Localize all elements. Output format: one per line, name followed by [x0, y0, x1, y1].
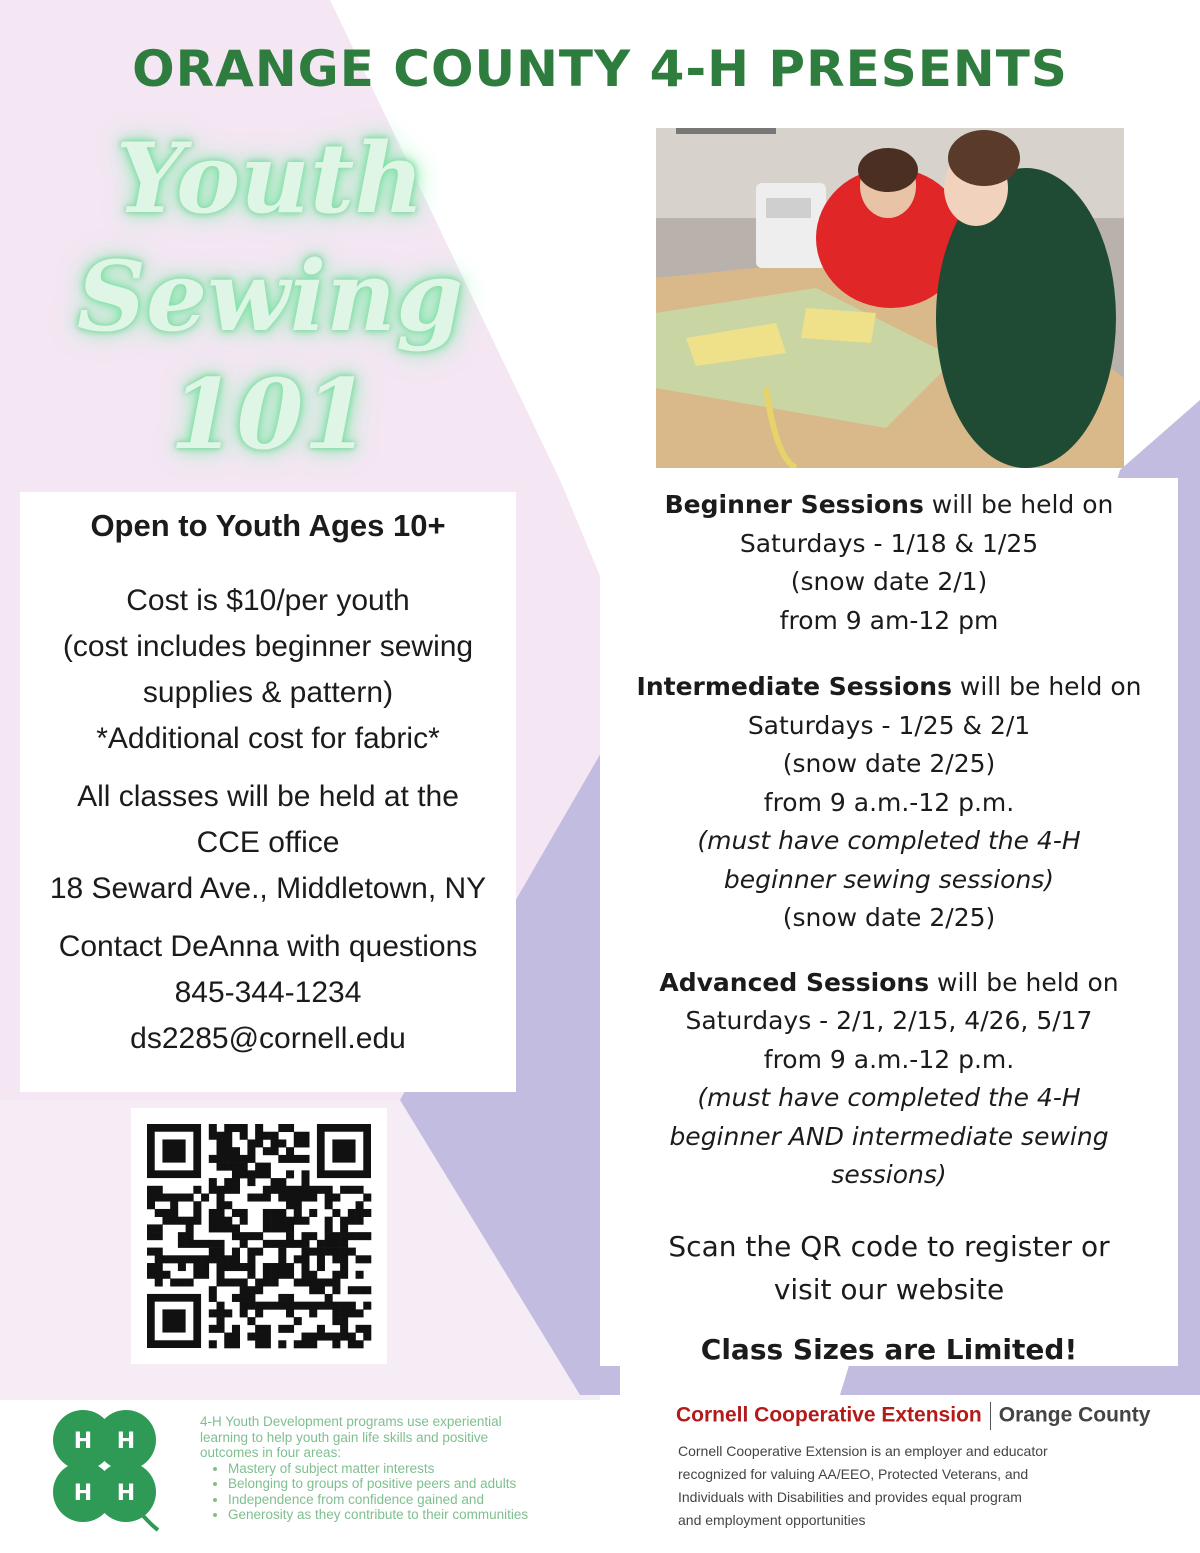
email-link[interactable]: ds2285@cornell.edu [130, 1022, 406, 1055]
logo-divider [990, 1402, 991, 1430]
list-item: • Independence from confidence gained and [228, 1492, 630, 1508]
cost-detail: supplies & pattern) [142, 676, 394, 709]
cost-detail: (cost includes beginner sewing [62, 630, 474, 663]
advanced-requirement: (must have completed the 4-H [697, 1083, 1081, 1112]
age-requirement: Open to Youth Ages 10+ [90, 508, 446, 543]
eeo-line: Individuals with Disabilities and provides equal program [678, 1489, 1022, 1505]
svg-text:H: H [116, 1429, 136, 1454]
beginner-time: from 9 am-12 pm [779, 605, 999, 635]
location-text: CCE office [196, 826, 340, 859]
svg-text:H: H [73, 1481, 93, 1506]
footer-intro: 4-H Youth Development programs use experiential [200, 1414, 502, 1429]
cce-name: Cornell Cooperative Extension [676, 1403, 982, 1427]
event-title-line1: Youth [115, 122, 425, 235]
svg-text:H: H [73, 1429, 93, 1454]
footer-4h-description [200, 1414, 630, 1523]
intermediate-label: Intermediate Sessions [636, 672, 952, 701]
intermediate-requirement: beginner sewing sessions) [723, 864, 1055, 894]
advanced-time: from 9 a.m.-12 p.m. [763, 1044, 1015, 1074]
intermediate-snow-date: (snow date 2/25) [782, 749, 996, 778]
event-title [60, 120, 480, 474]
beginner-suffix: will be held on [923, 490, 1114, 519]
advanced-dates: Saturdays - 2/1, 2/15, 4/26, 5/17 [685, 1006, 1093, 1035]
sewing-photo [656, 128, 1124, 468]
qr-code-icon[interactable] [131, 1108, 387, 1364]
beginner-snow-date: (snow date 2/1) [790, 567, 988, 596]
advanced-requirement: beginner AND intermediate sewing [669, 1121, 1109, 1151]
list-item: • Generosity as they contribute to their communities [228, 1507, 630, 1523]
intermediate-section [600, 668, 1178, 938]
phone-number: 845-344-1234 [174, 976, 362, 1009]
page-title: ORANGE COUNTY 4-H PRESENTS [132, 40, 1068, 98]
register-text [600, 1225, 1178, 1311]
register-line: Scan the QR code to register or [668, 1229, 1110, 1263]
beginner-label: Beginner Sessions [664, 490, 924, 519]
event-title-line2: Sewing [76, 240, 464, 353]
eeo-line: Cornell Cooperative Extension is an employer and educator [678, 1443, 1048, 1459]
address: 18 Seward Ave., Middletown, NY [49, 872, 487, 905]
intermediate-snow-date-2: (snow date 2/25) [782, 903, 996, 932]
outcome-list [200, 1461, 630, 1523]
contact-text: Contact DeAnna with questions [58, 930, 478, 963]
intermediate-requirement: (must have completed the 4-H [697, 826, 1081, 855]
list-item: • Belonging to groups of positive peers and adults [228, 1476, 630, 1492]
cce-logo [676, 1402, 1150, 1430]
register-line: visit our website [773, 1272, 1005, 1306]
footer-intro: outcomes in four areas: [200, 1445, 342, 1460]
intermediate-dates: Saturdays - 1/25 & 2/1 [747, 710, 1031, 740]
fabric-note: *Additional cost for fabric* [96, 722, 440, 755]
eeo-statement [678, 1440, 1148, 1532]
4h-clover-icon [38, 1402, 170, 1534]
location-text: All classes will be held at the [77, 780, 459, 813]
sessions-panel [600, 478, 1178, 1366]
eeo-line: recognized for valuing AA/EEO, Protected Veterans, and [678, 1466, 1029, 1482]
advanced-section [600, 964, 1178, 1195]
intermediate-time: from 9 a.m.-12 p.m. [763, 787, 1015, 817]
eeo-line: and employment opportunities [678, 1512, 866, 1528]
svg-text:H: H [116, 1481, 136, 1506]
beginner-section [600, 486, 1178, 640]
cce-county: Orange County [998, 1403, 1151, 1427]
event-title-line3: 101 [169, 358, 371, 471]
class-size-notice: Class Sizes are Limited! [700, 1332, 1078, 1366]
footer-intro: learning to help youth gain life skills and positive [200, 1429, 489, 1445]
advanced-suffix: will be held on [929, 967, 1119, 997]
cost-text: Cost is $10/per youth [126, 584, 410, 617]
info-panel [20, 492, 516, 1092]
list-item: • Mastery of subject matter interests [228, 1461, 630, 1477]
advanced-requirement: sessions) [831, 1160, 947, 1189]
advanced-label: Advanced Sessions [659, 967, 930, 997]
intermediate-suffix: will be held on [951, 672, 1142, 701]
beginner-dates: Saturdays - 1/18 & 1/25 [739, 528, 1039, 558]
